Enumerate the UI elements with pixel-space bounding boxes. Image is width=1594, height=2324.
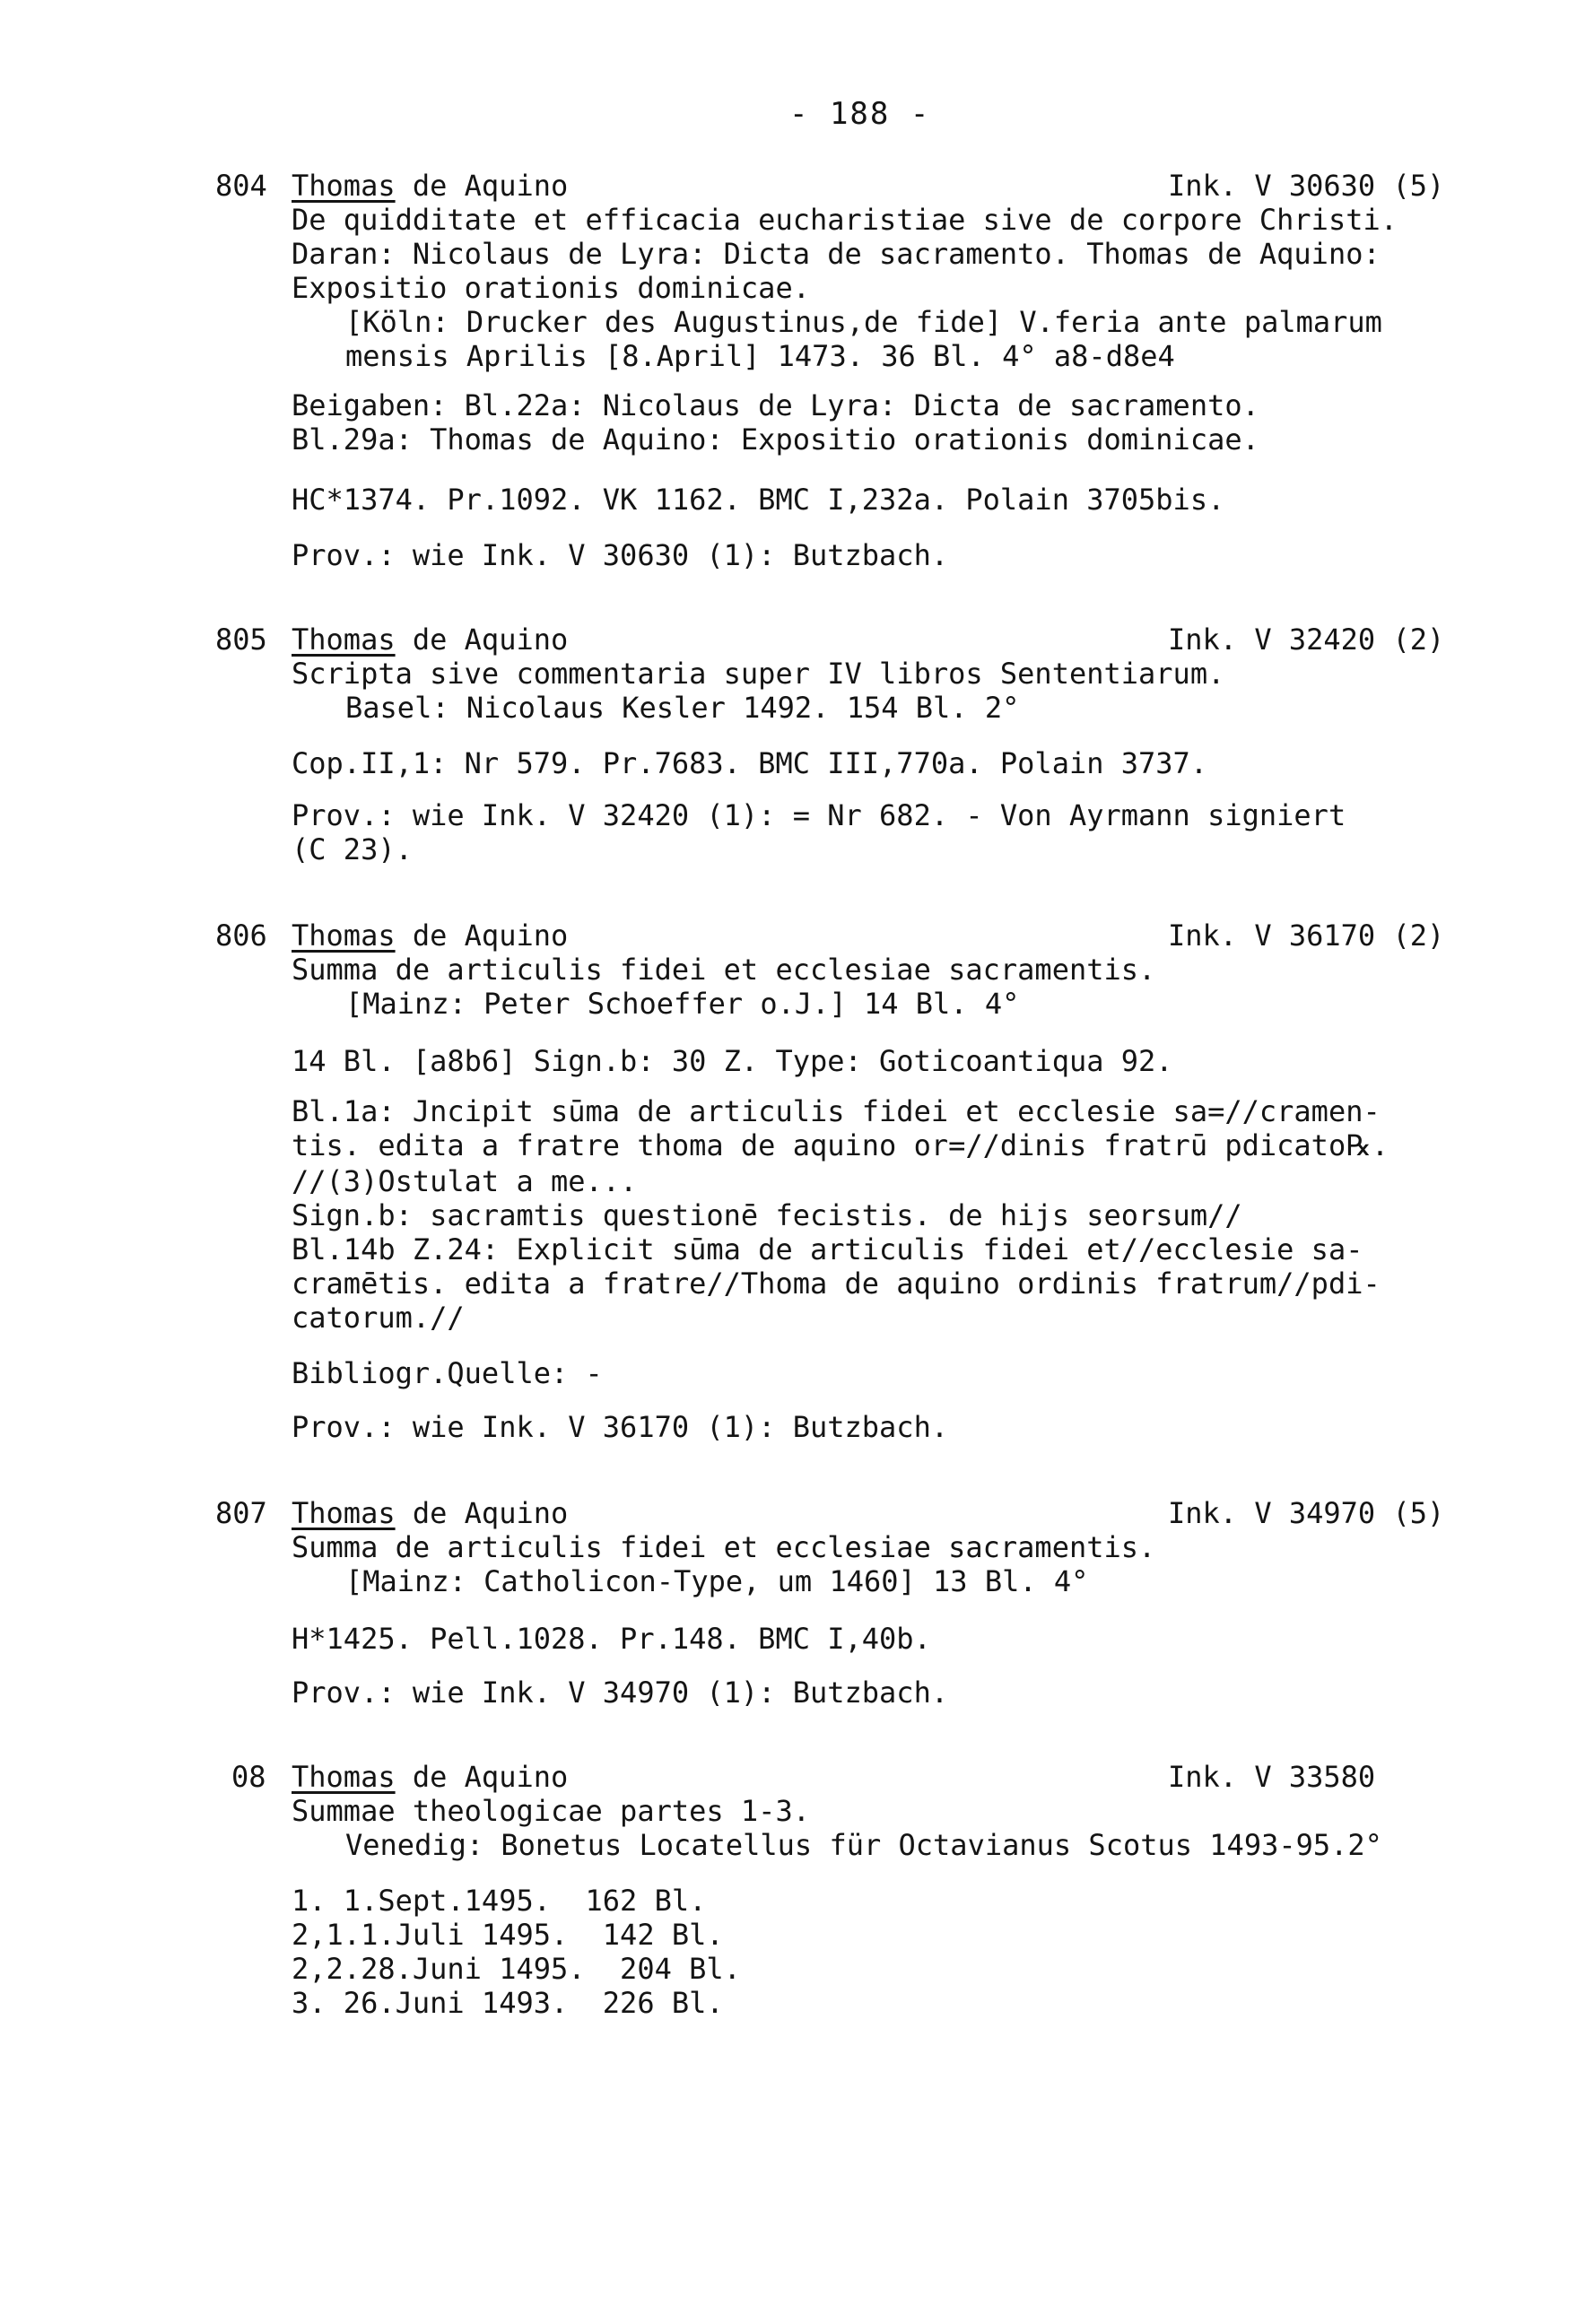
entry-line: catorum.// (292, 1301, 465, 1335)
entry-line: 1. 1.Sept.1495. 162 Bl. (292, 1884, 707, 1918)
entry-line: Prov.: wie Ink. V 36170 (1): Butzbach. (292, 1410, 949, 1444)
entry-line: Sign.b: sacramtis questionē fecistis. de hijs seorsum// (292, 1198, 1242, 1232)
entry-line: Bl.1a: Jncipit sūma de articulis fidei et ecclesie sa=//cramen- (292, 1094, 1381, 1128)
entry-line: Daran: Nicolaus de Lyra: Dicta de sacramento. Thomas de Aquino: (292, 237, 1381, 271)
entry-line: cramētis. edita a fratre//Thoma de aquino ordinis fratrum//pdi- (292, 1266, 1381, 1301)
entry-line: Bl.14b Z.24: Explicit sūma de articulis fidei et//ecclesie sa- (292, 1232, 1363, 1266)
entry-number: 805 (215, 622, 267, 657)
entry-line: De quidditate et efficacia eucharistiae sive de corpore Christi. (292, 203, 1398, 237)
entry-line: Venedig: Bonetus Locatellus für Octavianus Scotus 1493-95.2° (345, 1828, 1382, 1862)
entry-line: Scripta sive commentaria super IV libros Sententiarum. (292, 657, 1225, 691)
entry-line: tis. edita a fratre thoma de aquino or=//dinis fratrū pdicato℞. (292, 1128, 1389, 1162)
entry-line: mensis Aprilis [8.April] 1473. 36 Bl. 4° a8-d8e4 (345, 339, 1175, 373)
entry-line: 3. 26.Juni 1493. 226 Bl. (292, 1986, 724, 2020)
entry-line: [Mainz: Peter Schoeffer o.J.] 14 Bl. 4° (345, 987, 1020, 1021)
entry-line: Basel: Nicolaus Kesler 1492. 154 Bl. 2° (345, 691, 1020, 725)
author-surname: Thomas (292, 1496, 396, 1530)
entry-number: 807 (215, 1496, 267, 1530)
entry-line: 14 Bl. [a8b6] Sign.b: 30 Z. Type: Goticoantiqua 92. (292, 1044, 1173, 1078)
entry-shelfmark: Ink. V 34970 (5) (1168, 1496, 1445, 1530)
author-surname: Thomas (292, 918, 396, 953)
entry-number: 804 (215, 169, 267, 203)
entry-line: H*1425. Pell.1028. Pr.148. BMC I,40b. (292, 1622, 931, 1656)
entry-author (292, 918, 568, 953)
entry-shelfmark: Ink. V 36170 (2) (1168, 918, 1445, 953)
entry-line: Summa de articulis fidei et ecclesiae sacramentis. (292, 1530, 1156, 1564)
entry-line: Prov.: wie Ink. V 32420 (1): = Nr 682. - Von Ayrmann signiert (292, 798, 1346, 832)
author-rest: de Aquino (395, 1496, 569, 1530)
entry-shelfmark: Ink. V 30630 (5) (1168, 169, 1445, 203)
author-rest: de Aquino (395, 622, 569, 657)
entry-line: (C 23). (292, 832, 413, 866)
entry-number: 806 (215, 918, 267, 953)
entry-line: 2,2.28.Juni 1495. 204 Bl. (292, 1952, 741, 1986)
page-number: - 188 - (789, 96, 931, 132)
entry-line: Cop.II,1: Nr 579. Pr.7683. BMC III,770a. Polain 3737. (292, 746, 1208, 780)
entry-line: Expositio orationis dominicae. (292, 271, 810, 305)
entry-author (292, 622, 568, 657)
entry-author (292, 169, 568, 203)
entry-line: Prov.: wie Ink. V 34970 (1): Butzbach. (292, 1676, 949, 1710)
author-surname: Thomas (292, 1760, 396, 1794)
author-rest: de Aquino (395, 918, 569, 953)
author-surname: Thomas (292, 622, 396, 657)
entry-author (292, 1496, 568, 1530)
entry-line: Prov.: wie Ink. V 30630 (1): Butzbach. (292, 538, 949, 572)
entry-line: Summa de articulis fidei et ecclesiae sacramentis. (292, 953, 1156, 987)
author-surname: Thomas (292, 169, 396, 203)
entry-line: [Mainz: Catholicon-Type, um 1460] 13 Bl. 4° (345, 1564, 1089, 1598)
entry-line: Bibliogr.Quelle: - (292, 1356, 603, 1390)
entry-shelfmark: Ink. V 33580 (1168, 1760, 1376, 1794)
author-rest: de Aquino (395, 169, 569, 203)
entry-line: Bl.29a: Thomas de Aquino: Expositio orationis dominicae. (292, 422, 1259, 457)
entry-line: //(3)Ostulat a me... (292, 1164, 638, 1198)
entry-line: Summae theologicae partes 1-3. (292, 1794, 810, 1828)
entry-line: HC*1374. Pr.1092. VK 1162. BMC I,232a. Polain 3705bis. (292, 483, 1225, 517)
entry-line: Beigaben: Bl.22a: Nicolaus de Lyra: Dicta de sacramento. (292, 388, 1259, 422)
entry-number: 08 (231, 1760, 266, 1794)
entry-author (292, 1760, 568, 1794)
entry-shelfmark: Ink. V 32420 (2) (1168, 622, 1445, 657)
entry-line: [Köln: Drucker des Augustinus,de fide] V.feria ante palmarum (345, 305, 1382, 339)
author-rest: de Aquino (395, 1760, 569, 1794)
entry-line: 2,1.1.Juli 1495. 142 Bl. (292, 1918, 724, 1952)
